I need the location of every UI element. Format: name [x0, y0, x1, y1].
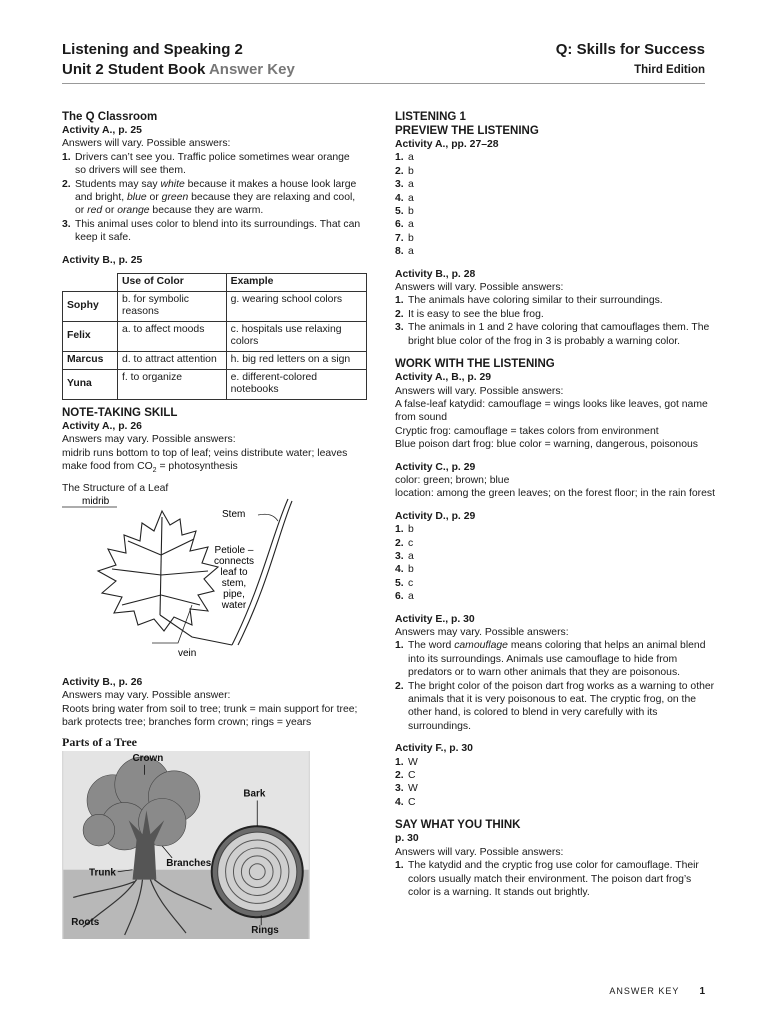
list-item	[395, 232, 715, 245]
header-left	[62, 40, 295, 80]
leaf-diagram	[62, 495, 362, 670]
answer-key-label: Answer Key	[208, 61, 295, 78]
table-cell: c. hospitals use relaxing colors	[226, 321, 366, 351]
answer-list	[395, 294, 715, 348]
answer-line: color: green; brown; blue	[395, 474, 510, 486]
activity-note: Answers will vary. Possible answers:	[395, 282, 564, 294]
table-cell: Sophy	[63, 291, 118, 321]
color-use-table	[62, 273, 367, 400]
item-text: b	[408, 165, 414, 177]
item-text: Students may say	[75, 178, 161, 190]
vein-line	[128, 541, 161, 555]
item-number: 6.	[395, 591, 404, 603]
item-number: 3.	[395, 783, 404, 795]
activity-heading: Activity D., p. 29	[395, 510, 476, 522]
italic-word: camouflage	[454, 640, 508, 652]
item-text: a	[408, 550, 414, 562]
table-cell: g. wearing school colors	[226, 291, 366, 321]
table-cell: f. to organize	[118, 369, 227, 399]
answer-line: Cryptic frog: camouflage = takes colors from environment	[395, 425, 659, 437]
table-header: Use of Color	[118, 274, 227, 292]
item-text: b	[408, 232, 414, 244]
item-number: 6.	[395, 219, 404, 231]
subscript: 2	[152, 467, 157, 475]
midrib-label: midrib	[82, 495, 110, 507]
stem-label: Stem	[222, 508, 246, 520]
petiole-label-line: connects	[213, 555, 255, 567]
list-item	[395, 151, 715, 164]
leaf-outline	[98, 511, 218, 631]
page-footer	[609, 986, 705, 997]
section-heading: PREVIEW THE LISTENING	[395, 125, 539, 137]
right-column	[395, 110, 715, 899]
vein-line	[161, 571, 208, 575]
italic-word: white	[160, 178, 185, 190]
answer-text: Roots bring water from soil to tree; trunk = main support for tree; bark protects tree; branches form crown; rings = years	[62, 703, 358, 729]
activity-heading: p. 30	[395, 833, 419, 845]
activity-note: Answers will vary. Possible answers:	[395, 846, 564, 858]
item-number: 1.	[62, 151, 71, 163]
item-text: C	[408, 770, 416, 782]
series-title: Q: Skills for Success	[555, 41, 705, 58]
page-number: 1	[699, 986, 705, 997]
table-cell: Marcus	[63, 352, 118, 370]
item-number: 2.	[395, 680, 404, 692]
vein-line	[161, 595, 200, 605]
item-number: 1.	[395, 640, 404, 652]
list-item	[395, 192, 715, 205]
activity-heading: Activity E., p. 30	[395, 613, 475, 625]
activity-note: Answers will vary. Possible answers:	[395, 385, 564, 397]
item-text: a	[408, 591, 414, 603]
answer-line: A false-leaf katydid: camouflage = wings looks like leaves, got name from sound	[395, 398, 708, 424]
answer-list	[395, 523, 715, 603]
answer-list	[395, 756, 715, 810]
list-item	[395, 537, 715, 550]
table-row	[63, 352, 367, 370]
activity-heading: Activity A., p. 26	[62, 420, 142, 432]
item-text: The bright color of the poison dart frog works as a warning to other animals that it is very poisonous to eat. The cryptic frog, on the other hand, is colored to blend in very carefully with its surroundings.	[408, 680, 715, 732]
activity-heading: Activity C., p. 29	[395, 461, 476, 473]
vein-line	[161, 539, 194, 555]
activity-heading: Activity A., p. 25	[62, 125, 142, 136]
item-number: 8.	[395, 246, 404, 258]
item-text: b	[408, 564, 414, 576]
item-text: c	[408, 577, 414, 589]
branches-label: Branches	[166, 857, 212, 869]
item-number: 2.	[62, 178, 71, 190]
trunk-label: Trunk	[89, 867, 116, 879]
italic-word: blue	[127, 192, 147, 204]
item-number: 1.	[395, 152, 404, 164]
section-heading: The Q Classroom	[62, 111, 158, 123]
list-item	[395, 590, 715, 603]
item-number: 7.	[395, 232, 404, 244]
item-number: 1.	[395, 756, 404, 768]
list-item	[395, 178, 715, 191]
answer-text	[62, 447, 362, 478]
item-text: or	[146, 192, 162, 204]
bark-label: Bark	[243, 788, 266, 800]
table-header-row	[63, 274, 367, 292]
activity-heading: Activity A., B., p. 29	[395, 372, 492, 384]
vein-line	[112, 569, 161, 575]
list-item	[395, 563, 715, 576]
list-item	[395, 680, 715, 734]
item-number: 2.	[395, 537, 404, 549]
item-text: because it makes a house look large and bright,	[75, 178, 357, 204]
table-row	[63, 291, 367, 321]
crown-label: Crown	[132, 752, 164, 764]
item-number: 5.	[395, 206, 404, 218]
item-text: because they are relaxing and cool, or	[75, 192, 356, 217]
pointer-line	[258, 514, 278, 521]
table-row	[63, 369, 367, 399]
item-number: 3.	[395, 550, 404, 562]
list-item	[395, 796, 715, 809]
edition-label: Third Edition	[634, 64, 705, 76]
midrib-line	[160, 517, 162, 615]
list-item	[395, 205, 715, 218]
list-item	[395, 523, 715, 536]
rings-label: Rings	[251, 925, 279, 937]
list-item	[395, 782, 715, 795]
list-item	[395, 308, 715, 321]
section-heading: SAY WHAT YOU THINK	[395, 819, 521, 832]
item-text: because they are warm.	[149, 205, 264, 217]
table-header: Example	[226, 274, 366, 292]
item-number: 2.	[395, 165, 404, 177]
item-number: 1.	[395, 295, 404, 307]
item-number: 2.	[395, 308, 404, 320]
list-item	[395, 165, 715, 178]
item-text: This animal uses color to blend into its surroundings. That can keep it safe.	[75, 218, 361, 244]
list-item	[395, 294, 715, 307]
unit-title	[62, 60, 295, 80]
item-number: 2.	[395, 770, 404, 782]
header-divider	[62, 83, 705, 84]
activity-note: Answers may vary. Possible answers:	[395, 627, 569, 638]
petiole-label-line: leaf to	[220, 566, 248, 578]
petiole-label-line: pipe,	[223, 588, 245, 600]
list-item	[395, 321, 715, 348]
italic-word: red	[87, 205, 103, 217]
item-text: or	[102, 205, 118, 217]
book-title: Listening and Speaking 2	[62, 41, 243, 58]
item-number: 1.	[395, 524, 404, 536]
answer-text-part: midrib runs bottom to top of leaf; veins distribute water; leaves make food from CO	[62, 447, 348, 473]
item-number: 3.	[395, 179, 404, 191]
section-heading: LISTENING 1	[395, 111, 466, 123]
table-cell: a. to affect moods	[118, 321, 227, 351]
table-cell: e. different-colored notebooks	[226, 369, 366, 399]
list-item	[395, 769, 715, 782]
answer-list	[62, 151, 362, 245]
table-header	[63, 274, 118, 292]
item-text: a	[408, 219, 414, 231]
item-text: c	[408, 537, 414, 549]
item-number: 1.	[395, 860, 404, 872]
italic-word: green	[161, 192, 189, 204]
left-column	[62, 110, 362, 939]
item-text: means coloring that helps an animal blend into its surroundings. Animals use camouflage to hide from predators or to warn other animals that they are poisonous.	[408, 640, 706, 679]
italic-word: orange	[117, 205, 150, 217]
activity-heading: Activity B., p. 25	[62, 254, 143, 266]
vein-line	[122, 595, 161, 605]
item-text: The animals have coloring similar to their surroundings.	[408, 295, 663, 307]
answer-list	[395, 859, 715, 899]
item-number: 5.	[395, 577, 404, 589]
list-item	[395, 859, 715, 899]
item-number: 4.	[395, 564, 404, 576]
answer-list	[395, 151, 715, 258]
petiole-label-line: stem,	[221, 577, 247, 589]
table-cell: d. to attract attention	[118, 352, 227, 370]
activity-note: Answers may vary. Possible answers:	[62, 434, 236, 446]
tree-rings	[212, 826, 303, 917]
unit-label: Unit 2 Student Book	[62, 61, 206, 78]
list-item	[395, 639, 715, 679]
leaf-diagram-title: The Structure of a Leaf	[62, 482, 169, 494]
item-text: b	[408, 524, 414, 536]
header-right	[556, 40, 705, 80]
item-number: 3.	[395, 322, 404, 334]
petiole-line	[160, 615, 232, 645]
item-text: a	[408, 246, 414, 258]
item-number: 4.	[395, 192, 404, 204]
list-item	[62, 218, 362, 245]
footer-label: ANSWER KEY	[609, 986, 680, 996]
item-text: C	[408, 796, 416, 808]
answer-list	[395, 639, 715, 733]
section-heading: WORK WITH THE LISTENING	[395, 358, 555, 371]
item-text: b	[408, 206, 414, 218]
tree-diagram-title: Parts of a Tree	[62, 734, 137, 749]
table-cell: Felix	[63, 321, 118, 351]
table-cell: b. for symbolic reasons	[118, 291, 227, 321]
table-cell: h. big red letters on a sign	[226, 352, 366, 370]
item-text: The animals in 1 and 2 have coloring that camouflages them. The bright blue color of the frog in 3 is probably a warning color.	[408, 322, 710, 347]
activity-heading: Activity A., pp. 27–28	[395, 139, 499, 150]
item-text: a	[408, 179, 414, 191]
table-cell: Yuna	[63, 369, 118, 399]
tree-diagram	[62, 751, 310, 939]
activity-heading: Activity B., p. 26	[62, 676, 143, 688]
item-number: 4.	[395, 796, 404, 808]
list-item	[395, 245, 715, 258]
item-number: 3.	[62, 218, 71, 230]
answer-text-part: = photosynthesis	[156, 461, 238, 473]
list-item	[395, 577, 715, 590]
petiole-label-line: water	[221, 599, 247, 611]
item-text: Drivers can’t see you. Traffic police sometimes wear orange so drivers will see them.	[75, 151, 350, 177]
answer-line: Blue poison dart frog: blue color = warning, dangerous, poisonous	[395, 439, 698, 451]
item-text: The katydid and the cryptic frog use color for camouflage. Their colors usually match their environment. The poison dart frog’s color is a warning. It stands out brightly.	[408, 860, 699, 898]
table-row	[63, 321, 367, 351]
list-item	[395, 218, 715, 231]
answer-line: location: among the green leaves; on the forest floor; in the rain forest	[395, 488, 715, 500]
list-item	[395, 756, 715, 769]
item-text: a	[408, 192, 414, 204]
list-item	[62, 178, 362, 218]
item-text: It is easy to see the blue frog.	[408, 308, 544, 320]
vein-label: vein	[178, 647, 197, 659]
activity-note: Answers will vary. Possible answers:	[62, 138, 231, 150]
item-text: a	[408, 152, 414, 164]
list-item	[395, 550, 715, 563]
item-text: The word	[408, 640, 455, 652]
activity-heading: Activity B., p. 28	[395, 268, 476, 280]
item-text: W	[408, 783, 418, 795]
activity-note: Answers may vary. Possible answer:	[62, 690, 231, 702]
activity-heading: Activity F., p. 30	[395, 743, 473, 755]
petiole-label-line: Petiole –	[214, 544, 254, 556]
list-item	[62, 151, 362, 178]
roots-label: Roots	[71, 917, 100, 929]
item-text: W	[408, 756, 418, 768]
section-heading: NOTE-TAKING SKILL	[62, 406, 178, 419]
